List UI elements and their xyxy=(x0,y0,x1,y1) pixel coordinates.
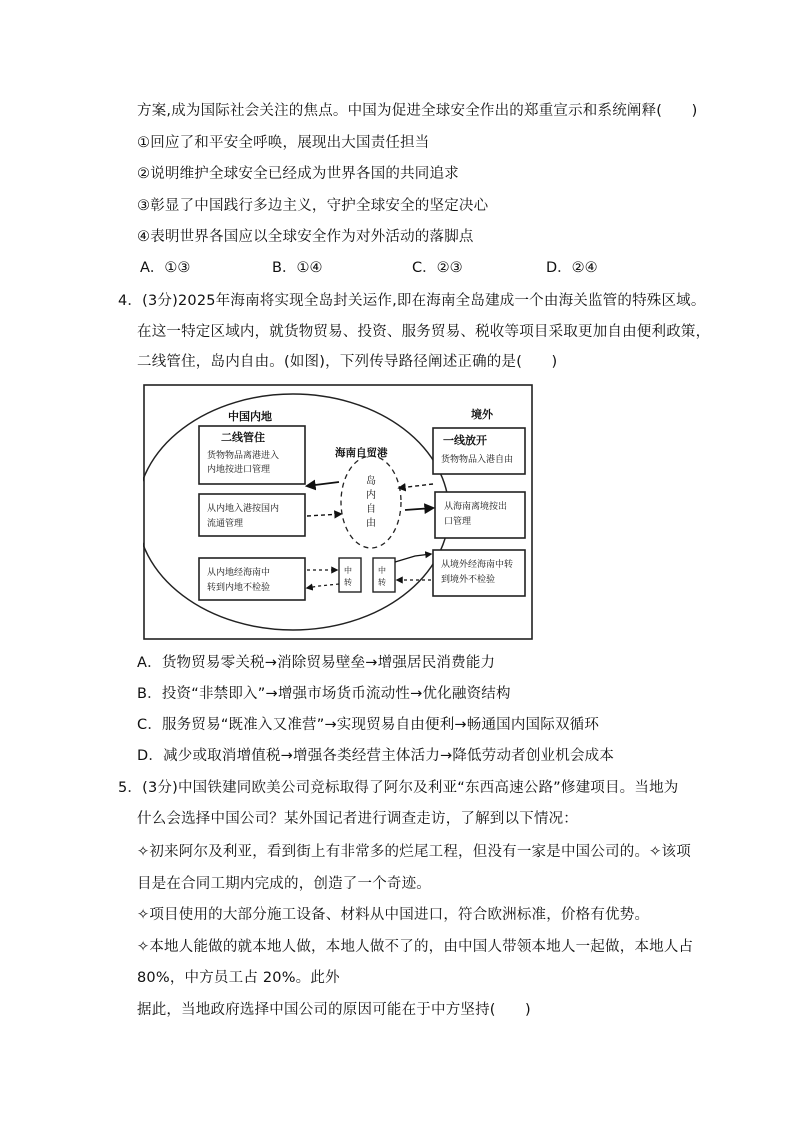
mainland-label: 中国内地 xyxy=(228,410,272,423)
right-box-3-line-2: 到境外不检验 xyxy=(441,575,496,585)
island-char-3: 自 xyxy=(366,504,376,515)
q3-statement-3: ③彰显了中国践行多边主义，守护全球安全的坚定决心 xyxy=(137,198,489,214)
q3-statement-4: ④表明世界各国应以全球安全作为对外活动的落脚点 xyxy=(137,229,474,245)
transit-left-char-2: 转 xyxy=(344,578,352,587)
center-label: 海南自贸港 xyxy=(335,447,388,459)
transit-right-char-2: 转 xyxy=(378,578,386,587)
left-box-1-line-1: 货物物品离港进入 xyxy=(207,451,280,461)
q3-statement-2: ②说明维护全球安全已经成为世界各国的共同追求 xyxy=(137,166,459,182)
right-box-2-line-1: 从海南离境按出 xyxy=(444,502,508,512)
q4-option-d[interactable]: D．减少或取消增值税→增强各类经营主体活力→降低劳动者创业机会成本 xyxy=(137,748,615,764)
right-box-3 xyxy=(433,550,525,596)
transit-right-char-1: 中 xyxy=(378,566,386,575)
right-box-3-line-1: 从境外经海南中转 xyxy=(441,560,514,570)
right-box-2-line-2: 口管理 xyxy=(444,517,472,527)
q4-stem-line-1: 4．(3分)2025年海南将实现全岛封关运作,即在海南全岛建成一个由海关监管的特殊区域。 xyxy=(118,293,706,309)
left-box-1-line-2: 内地按进口管理 xyxy=(207,465,271,475)
q3-option-b[interactable]: B．①④ xyxy=(272,260,323,276)
right-box-1-line-1: 货物物品入港自由 xyxy=(441,455,514,465)
q3-option-d[interactable]: D．②④ xyxy=(546,260,598,276)
q4-stem-line-2: 在这一特定区域内，就货物贸易、投资、服务贸易、税收等项目采取更加自由便利政策， xyxy=(137,324,711,340)
q5-bullet-line-4: ✧本地人能做的就本地人做，本地人做不了的，由中国人带领本地人一起做，本地人占 xyxy=(137,939,694,955)
q5-conclusion: 据此，当地政府选择中国公司的原因可能在于中方坚持( ) xyxy=(137,1002,531,1018)
q4-option-c[interactable]: C．服务贸易“既准入又准营”→实现贸易自由便利→畅通国内国际双循环 xyxy=(137,717,600,733)
left-box-2 xyxy=(199,494,305,536)
left-box-2-line-2: 流通管理 xyxy=(207,519,244,529)
left-box-1-title: 二线管住 xyxy=(221,431,265,444)
overseas-label: 境外 xyxy=(471,408,493,421)
island-char-2: 内 xyxy=(366,490,376,501)
q5-bullet-line-1: ✧初来阿尔及利亚，看到街上有非常多的烂尾工程，但没有一家是中国公司的。✧该项 xyxy=(137,844,691,860)
q4-option-b[interactable]: B．投资“非禁即入”→增强市场货币流动性→优化融资结构 xyxy=(137,686,511,702)
q3-stem-tail: 方案,成为国际社会关注的焦点。中国为促进全球安全作出的郑重宣示和系统阐释( ) xyxy=(137,103,698,119)
left-box-3-line-1: 从内地经海南中 xyxy=(207,568,271,578)
left-box-3-line-2: 转到内地不检验 xyxy=(207,583,271,593)
q5-stem-line-1: 5．(3分)中国铁建同欧美公司竞标取得了阿尔及利亚“东西高速公路”修建项目。当地为 xyxy=(118,780,679,796)
transit-left-char-1: 中 xyxy=(344,566,352,575)
hainan-ftp-diagram xyxy=(143,384,533,640)
island-char-4: 由 xyxy=(366,518,376,529)
q4-option-a[interactable]: A．货物贸易零关税→消除贸易壁垒→增强居民消费能力 xyxy=(137,655,496,671)
left-box-3 xyxy=(199,558,305,600)
q3-option-c[interactable]: C．②③ xyxy=(412,260,463,276)
q5-bullet-line-5: 80%，中方员工占 20%。此外 xyxy=(137,970,340,986)
q5-bullet-line-2: 目是在合同工期内完成的，创造了一个奇迹。 xyxy=(137,876,431,892)
right-box-2 xyxy=(435,492,525,538)
q3-statement-1: ①回应了和平安全呼唤，展现出大国责任担当 xyxy=(137,135,430,151)
q3-option-a[interactable]: A．①③ xyxy=(140,260,191,276)
island-char-1: 岛 xyxy=(366,476,376,487)
q5-bullet-line-3: ✧项目使用的大部分施工设备、材料从中国进口，符合欧洲标准，价格有优势。 xyxy=(137,907,650,923)
right-box-1-title: 一线放开 xyxy=(443,434,487,447)
q4-stem-line-3: 二线管住，岛内自由。(如图)，下列传导路径阐述正确的是( ) xyxy=(137,354,558,370)
left-box-2-line-1: 从内地入港按国内 xyxy=(207,504,280,514)
q5-stem-line-2: 什么会选择中国公司？某外国记者进行调查走访，了解到以下情况： xyxy=(137,811,578,827)
